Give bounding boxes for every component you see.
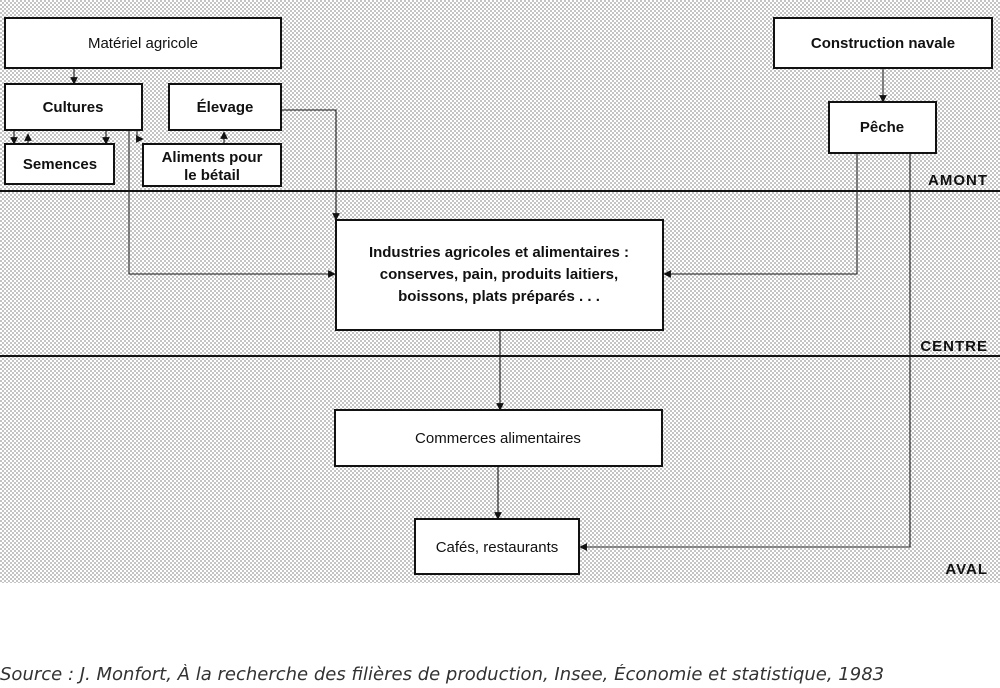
box-aliments-betail-line2: le bétail <box>184 167 240 184</box>
zone-label-amont: AMONT <box>928 172 988 189</box>
box-construction-navale-label: Construction navale <box>810 35 956 52</box>
box-commerces-label: Commerces alimentaires <box>415 430 581 447</box>
zone-label-aval: AVAL <box>945 561 988 578</box>
box-peche-label: Pêche <box>859 119 905 136</box>
box-industries-line3: boissons, plats préparés . . . <box>398 288 600 305</box>
box-semences-label: Semences <box>22 156 98 173</box>
box-materiel-agricole-label: Matériel agricole <box>87 35 199 52</box>
box-semences <box>5 144 114 184</box>
box-cafes-label: Cafés, restaurants <box>435 539 559 556</box>
box-aliments-betail <box>143 144 281 186</box>
box-elevage-label: Élevage <box>196 99 254 116</box>
box-peche <box>829 102 936 153</box>
box-industries-line2: conserves, pain, produits laitiers, <box>379 266 619 283</box>
source-caption: Source : J. Monfort, À la recherche des filières de production, Insee, Économie et statistique, 1983 <box>0 664 885 685</box>
box-elevage <box>169 84 281 130</box>
box-cultures-label: Cultures <box>42 99 104 116</box>
box-materiel-agricole <box>5 18 281 68</box>
box-cafes <box>415 519 579 574</box>
box-cultures <box>5 84 142 130</box>
box-aliments-betail-line1: Aliments pour <box>161 149 263 166</box>
box-industries-line1: Industries agricoles et alimentaires : <box>368 244 630 261</box>
box-industries <box>336 220 663 330</box>
box-commerces <box>335 410 662 466</box>
box-construction-navale <box>774 18 992 68</box>
zone-label-centre: CENTRE <box>920 338 988 355</box>
